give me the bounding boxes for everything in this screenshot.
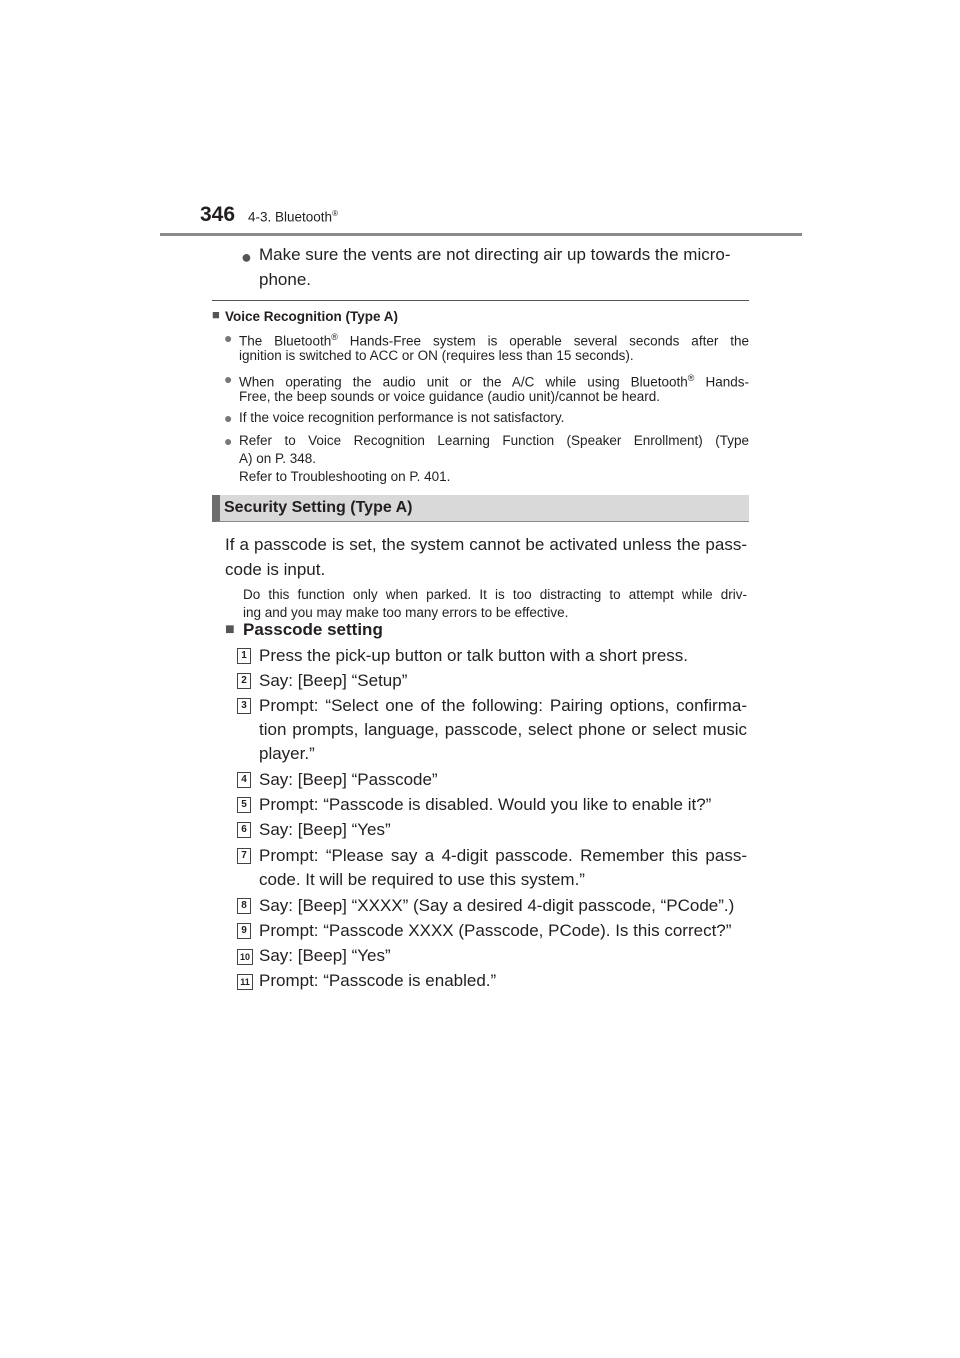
- step-number-badge: 6: [237, 822, 251, 838]
- caution-line2: ing and you may make too many errors to be effective.: [243, 605, 569, 620]
- section-title: Security Setting (Type A): [224, 499, 413, 516]
- header-rule: [160, 233, 802, 236]
- step-3-line1: Prompt: “Select one of the following: Pairing options, confirma-: [259, 696, 747, 715]
- step-7-line2: code. It will be required to use this system.”: [259, 870, 585, 889]
- step-10-line1: Say: [Beep] “Yes”: [259, 946, 391, 965]
- registered-mark: ®: [331, 332, 338, 342]
- chapter-text: 4-3. Bluetooth: [248, 209, 333, 225]
- step-number-badge: 8: [237, 898, 251, 914]
- section-para-line1: If a passcode is set, the system cannot be activated unless the pass-: [225, 535, 747, 554]
- step-4-line1: Say: [Beep] “Passcode”: [259, 770, 438, 789]
- chapter-title: [248, 209, 338, 225]
- step-9-line1: Prompt: “Passcode XXXX (Passcode, PCode). Is this correct?”: [259, 921, 732, 940]
- square-bullet-icon: ■: [225, 621, 235, 638]
- bullet-dot-icon: ●: [224, 410, 233, 426]
- note-text: Hands-Free system is operable several seconds after the: [337, 333, 749, 349]
- step-8-line1: Say: [Beep] “XXXX” (Say a desired 4-digit passcode, “PCode”.): [259, 896, 735, 915]
- step-3-line3: player.”: [259, 744, 315, 763]
- note-item-2-line2: Free, the beep sounds or voice guidance (audio unit)/cannot be heard.: [239, 389, 661, 404]
- step-7-line1: Prompt: “Please say a 4-digit passcode. Remember this pass-: [259, 846, 747, 865]
- note-item-4-line2: A) on P. 348.: [239, 451, 317, 466]
- note-heading: Voice Recognition (Type A): [225, 309, 399, 324]
- registered-mark: ®: [687, 373, 695, 383]
- step-5-line1: Prompt: “Passcode is disabled. Would you like to enable it?”: [259, 795, 712, 814]
- note-item-4-line3: Refer to Troubleshooting on P. 401.: [239, 469, 451, 484]
- note-item-3-line1: If the voice recognition performance is not satisfactory.: [239, 410, 565, 425]
- step-6-line1: Say: [Beep] “Yes”: [259, 820, 391, 839]
- step-number-badge: 2: [237, 673, 251, 689]
- bullet-dot-icon: ●: [224, 371, 233, 387]
- bullet-dot-icon: ●: [224, 330, 233, 346]
- step-number-badge: 7: [237, 848, 251, 864]
- note-text: Hands-: [694, 374, 749, 390]
- step-number-badge: 5: [237, 797, 251, 813]
- step-number-badge: 4: [237, 772, 251, 788]
- caution-line1: Do this function only when parked. It is too distracting to attempt while driv-: [243, 587, 747, 602]
- step-number-badge: 10: [237, 949, 253, 965]
- note-text: The Bluetooth: [239, 333, 332, 349]
- step-number-badge: 3: [237, 698, 251, 714]
- step-number-badge: 1: [237, 648, 251, 664]
- section-para-line2: code is input.: [225, 560, 326, 579]
- step-2-line1: Say: [Beep] “Setup”: [259, 671, 408, 690]
- page-number: 346: [200, 203, 236, 226]
- note-divider: [212, 300, 749, 301]
- step-1-line1: Press the pick-up button or talk button with a short press.: [259, 646, 688, 665]
- note-item-1-line2: ignition is switched to ACC or ON (requires less than 15 seconds).: [239, 348, 634, 363]
- step-3-line2: tion prompts, language, passcode, select phone or select music: [259, 720, 747, 739]
- intro-bullet-line2: phone.: [259, 270, 311, 289]
- bullet-dot-icon: ●: [241, 247, 252, 267]
- square-bullet-icon: ■: [212, 307, 220, 322]
- note-item-4-line1: Refer to Voice Recognition Learning Function (Speaker Enrollment) (Type: [239, 433, 749, 448]
- step-11-line1: Prompt: “Passcode is enabled.”: [259, 971, 497, 990]
- step-number-badge: 11: [237, 974, 253, 990]
- bullet-dot-icon: ●: [224, 433, 233, 449]
- note-text: When operating the audio unit or the A/C while using Bluetooth: [239, 374, 688, 390]
- intro-bullet-line1: Make sure the vents are not directing air up towards the micro-: [259, 245, 731, 264]
- sub-heading: Passcode setting: [243, 620, 383, 639]
- step-number-badge: 9: [237, 923, 251, 939]
- registered-mark: ®: [332, 209, 338, 218]
